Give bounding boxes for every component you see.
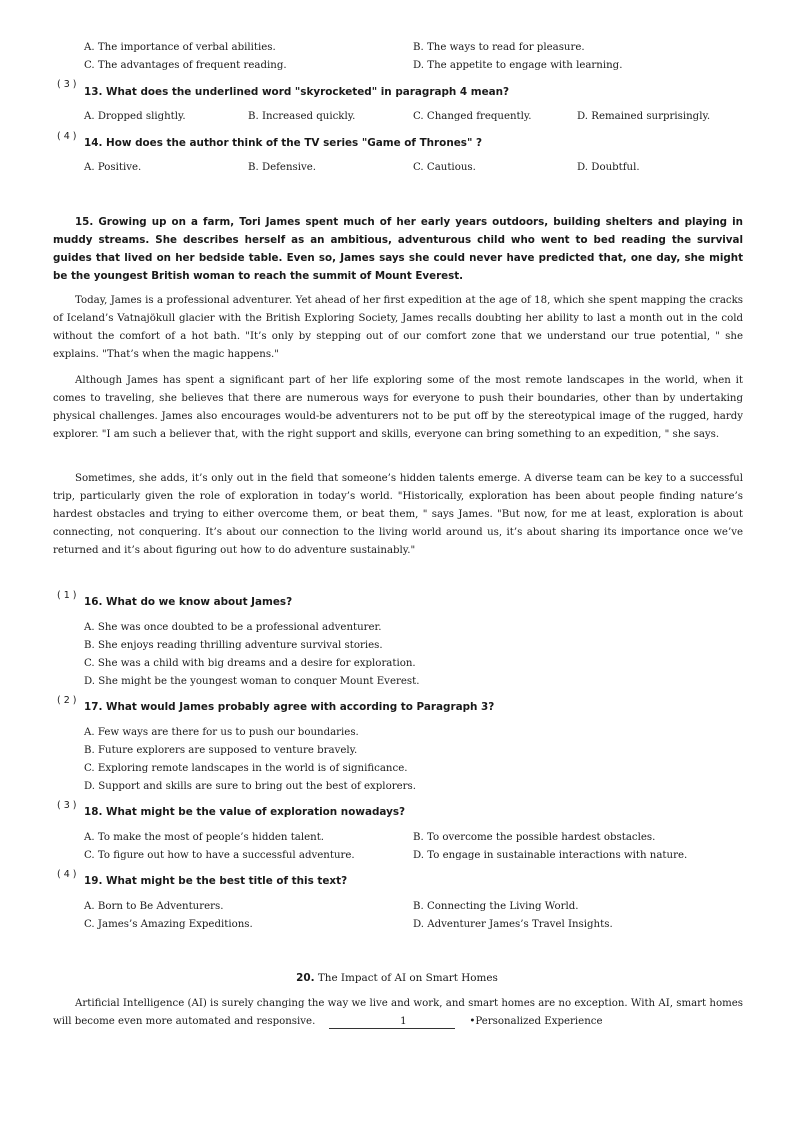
q19-option-d[interactable]: D. Adventurer James’s Travel Insights. <box>413 919 613 930</box>
q17-option-b[interactable]: B. Future explorers are supposed to venture bravely. <box>84 745 358 756</box>
q17-option-d[interactable]: D. Support and skills are sure to bring out the best of explorers. <box>84 781 416 792</box>
q19-stem: 19. What might be the best title of this text? <box>84 875 348 887</box>
q19-number: ( 4 ) <box>57 869 77 880</box>
q12-option-a[interactable]: A. The importance of verbal abilities. <box>84 42 276 53</box>
q13-option-c[interactable]: C. Changed frequently. <box>413 111 532 122</box>
q14-option-b[interactable]: B. Defensive. <box>248 162 317 173</box>
q13-option-a[interactable]: A. Dropped slightly. <box>84 111 186 122</box>
q16-option-b[interactable]: B. She enjoys reading thrilling adventure survival stories. <box>84 640 383 651</box>
q19-option-a[interactable]: A. Born to Be Adventurers. <box>84 901 224 912</box>
passage15-paragraph-3: Sometimes, she adds, it’s only out in the field that someone’s hidden talents emerge. A diverse team can be key to a successful trip, particularly given the role of exploration in today’s world. "Historically, exploration has been about people finding nature’s hardest obstacles and trying to either overcome them, or beat them, " says James. "But now, for me at least, exploration is about connecting, not conquering. It’s about our connection to the living world around us, it’s about sharing its importance once we’ve returned and it’s about figuring out how to do adventure sustainably." <box>53 473 743 556</box>
q17-option-c[interactable]: C. Exploring remote landscapes in the world is of significance. <box>84 763 408 774</box>
q18-stem: 18. What might be the value of exploration nowadays? <box>84 806 406 818</box>
q14-stem: 14. How does the author think of the TV series "Game of Thrones" ? <box>84 137 483 149</box>
q17-option-a[interactable]: A. Few ways are there for us to push our boundaries. <box>84 727 359 738</box>
q16-option-a[interactable]: A. She was once doubted to be a professional adventurer. <box>84 622 382 633</box>
q16-stem: 16. What do we know about James? <box>84 596 293 608</box>
q19-option-b[interactable]: B. Connecting the Living World. <box>413 901 579 912</box>
passage20-text-before: Artificial Intelligence (AI) is surely changing the way we live and work, and smart homes are no exception. With AI, smart homes will become even more automated and responsive. <box>53 998 743 1027</box>
q13-number: ( 3 ) <box>57 79 77 90</box>
q16-option-d[interactable]: D. She might be the youngest woman to conquer Mount Everest. <box>84 676 420 687</box>
q13-option-b[interactable]: B. Increased quickly. <box>248 111 356 122</box>
passage20-heading <box>0 972 794 984</box>
q18-number: ( 3 ) <box>57 800 77 811</box>
passage15-paragraph-1: Today, James is a professional adventurer. Yet ahead of her first expedition at the age of 18, which she spent mapping the cracks of Iceland’s Vatnajökull glacier with the British Exploring Society, James recalls doubting her ability to last a month out in the cold without the comfort of a hot bath. "It’s only by stepping out of our comfort zone that we understand our true potential, " she explains. "That’s when the magic happens." <box>53 295 743 360</box>
passage20-title: The Impact of AI on Smart Homes <box>317 972 498 984</box>
passage15-paragraph-2: Although James has spent a significant part of her life exploring some of the most remote landscapes in the world, when it comes to traveling, she believes that there are numerous ways for everyone to push their boundaries, other than by undertaking physical challenges. James also encourages would-be adventurers not to be put off by the stereotypical image of the rugged, hardy explorer. "I am such a believer that, with the right support and skills, everyone can bring something to an expedition, " she says. <box>53 375 743 440</box>
passage20-text-after: •Personalized Experience <box>469 1016 603 1027</box>
passage20-paragraph <box>53 995 743 1031</box>
q17-stem: 17. What would James probably agree with according to Paragraph 3? <box>84 701 495 713</box>
blank-number: 1 <box>400 1016 407 1027</box>
q12-option-b[interactable]: B. The ways to read for pleasure. <box>413 42 585 53</box>
passage15-lead-paragraph: 15. Growing up on a farm, Tori James spent much of her early years outdoors, building shelters and playing in muddy streams. She describes herself as an ambitious, adventurous child who went to bed reading the survival guides that lived on her bedside table. Even so, James says she could never have predicted that, one day, she might be the youngest British woman to reach the summit of Mount Everest. <box>53 216 743 282</box>
q16-option-c[interactable]: C. She was a child with big dreams and a desire for exploration. <box>84 658 416 669</box>
q18-option-d[interactable]: D. To engage in sustainable interactions with nature. <box>413 850 688 861</box>
passage20-number: 20. <box>296 972 315 984</box>
q12-option-d[interactable]: D. The appetite to engage with learning. <box>413 60 623 71</box>
q14-number: ( 4 ) <box>57 131 77 142</box>
q13-option-d[interactable]: D. Remained surprisingly. <box>577 111 711 122</box>
q14-option-a[interactable]: A. Positive. <box>84 162 142 173</box>
q14-option-c[interactable]: C. Cautious. <box>413 162 476 173</box>
q12-option-c[interactable]: C. The advantages of frequent reading. <box>84 60 287 71</box>
q14-option-d[interactable]: D. Doubtful. <box>577 162 640 173</box>
q18-option-b[interactable]: B. To overcome the possible hardest obstacles. <box>413 832 656 843</box>
q17-number: ( 2 ) <box>57 695 77 706</box>
answer-blank-1[interactable] <box>329 1016 455 1029</box>
q19-option-c[interactable]: C. James’s Amazing Expeditions. <box>84 919 253 930</box>
q13-stem: 13. What does the underlined word "skyrocketed" in paragraph 4 mean? <box>84 86 510 98</box>
q16-number: ( 1 ) <box>57 590 77 601</box>
q18-option-c[interactable]: C. To figure out how to have a successful adventure. <box>84 850 355 861</box>
q18-option-a[interactable]: A. To make the most of people’s hidden talent. <box>84 832 325 843</box>
